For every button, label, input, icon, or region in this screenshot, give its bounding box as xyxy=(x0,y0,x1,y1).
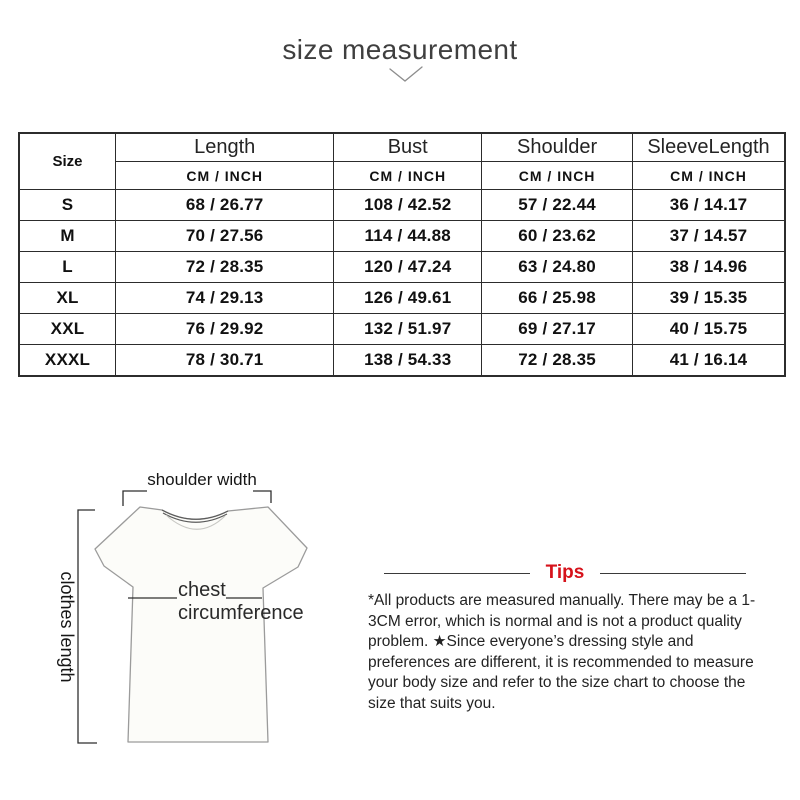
unit-label: CM / INCH xyxy=(334,162,482,190)
table-header-row xyxy=(19,133,785,162)
length-cell: 78 / 30.71 xyxy=(116,345,334,377)
table-unit-row xyxy=(19,162,785,190)
column-header-length: Length xyxy=(116,133,334,162)
shoulder-cell: 63 / 24.80 xyxy=(482,252,633,283)
tips-header xyxy=(368,562,762,584)
table-row-m xyxy=(19,221,785,252)
chest-label-line1: chest xyxy=(178,579,226,601)
length-cell: 74 / 29.13 xyxy=(116,283,334,314)
clothes-length-label: clothes length xyxy=(57,571,77,683)
tips-divider-left xyxy=(384,573,530,574)
table-row-xxl xyxy=(19,314,785,345)
column-header-shoulder: Shoulder xyxy=(482,133,633,162)
page-title: size measurement xyxy=(282,34,518,65)
tshirt-measurement-diagram xyxy=(40,455,360,790)
length-cell: 72 / 28.35 xyxy=(116,252,334,283)
shoulder-cell: 66 / 25.98 xyxy=(482,283,633,314)
bust-cell: 126 / 49.61 xyxy=(334,283,482,314)
tshirt-outline xyxy=(95,507,307,742)
table-row-s xyxy=(19,190,785,221)
table-row-l xyxy=(19,252,785,283)
chest-label-line2: circumference xyxy=(178,602,304,624)
size-cell: S xyxy=(19,190,116,221)
bust-cell: 132 / 51.97 xyxy=(334,314,482,345)
bust-cell: 120 / 47.24 xyxy=(334,252,482,283)
tips-divider-right xyxy=(600,573,746,574)
bust-cell: 108 / 42.52 xyxy=(334,190,482,221)
sleeve-cell: 41 / 16.14 xyxy=(633,345,785,377)
bust-cell: 114 / 44.88 xyxy=(334,221,482,252)
sleeve-cell: 36 / 14.17 xyxy=(633,190,785,221)
tips-section xyxy=(368,562,762,714)
shoulder-cell: 57 / 22.44 xyxy=(482,190,633,221)
size-chart-table xyxy=(18,132,786,377)
column-header-size: Size xyxy=(19,133,116,190)
unit-label: CM / INCH xyxy=(482,162,633,190)
size-cell: M xyxy=(19,221,116,252)
clothes-length-bracket xyxy=(78,510,97,743)
tips-body-text: *All products are measured manually. There may be a 1-3CM error, which is normal and is not a product quality problem. ★Since everyone’s dressing style and preferences are different, it is recommended to measure your body size and refer to the size chart to choose the size that suits you. xyxy=(368,592,756,712)
size-cell: XXXL xyxy=(19,345,116,377)
shoulder-width-bracket-left xyxy=(123,491,147,506)
shoulder-cell: 69 / 27.17 xyxy=(482,314,633,345)
sleeve-cell: 38 / 14.96 xyxy=(633,252,785,283)
size-cell: XL xyxy=(19,283,116,314)
sleeve-cell: 39 / 15.35 xyxy=(633,283,785,314)
table-row-xxxl xyxy=(19,345,785,377)
shoulder-width-label: shoulder width xyxy=(147,470,257,489)
shoulder-cell: 72 / 28.35 xyxy=(482,345,633,377)
sleeve-cell: 37 / 14.57 xyxy=(633,221,785,252)
length-cell: 70 / 27.56 xyxy=(116,221,334,252)
length-cell: 76 / 29.92 xyxy=(116,314,334,345)
shoulder-cell: 60 / 23.62 xyxy=(482,221,633,252)
tshirt-diagram-svg xyxy=(40,455,360,790)
size-cell: L xyxy=(19,252,116,283)
shoulder-width-bracket-right xyxy=(253,491,271,503)
unit-label: CM / INCH xyxy=(633,162,785,190)
column-header-bust: Bust xyxy=(334,133,482,162)
unit-label: CM / INCH xyxy=(116,162,334,190)
tips-title: Tips xyxy=(545,562,585,583)
size-cell: XXL xyxy=(19,314,116,345)
bust-cell: 138 / 54.33 xyxy=(334,345,482,377)
column-header-sleevelength: SleeveLength xyxy=(633,133,785,162)
table-row-xl xyxy=(19,283,785,314)
chevron-down-icon xyxy=(388,66,424,86)
sleeve-cell: 40 / 15.75 xyxy=(633,314,785,345)
length-cell: 68 / 26.77 xyxy=(116,190,334,221)
